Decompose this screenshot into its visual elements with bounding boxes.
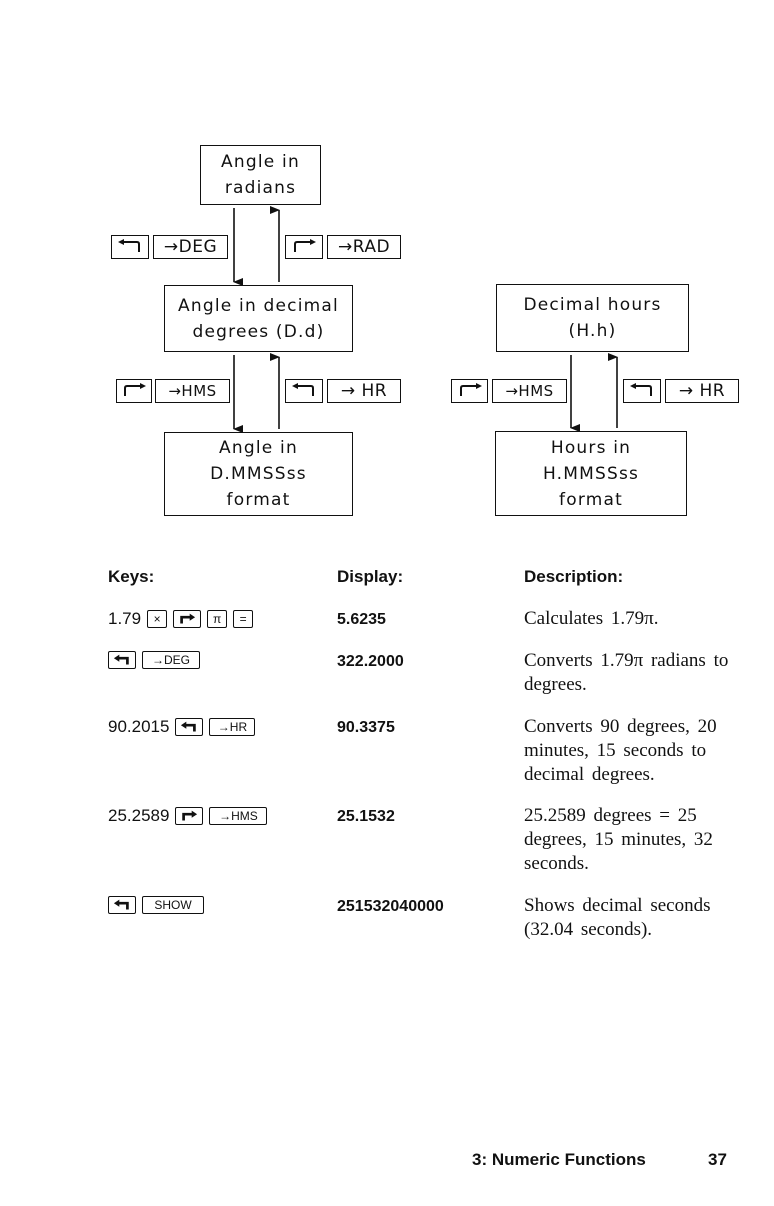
shift-left-icon — [180, 721, 198, 733]
row-keys-1 — [108, 609, 253, 629]
row-keys-3 — [108, 717, 255, 737]
shift-left-icon — [289, 383, 319, 399]
to-deg-key: →DEG — [142, 651, 200, 669]
row-keys-4 — [108, 806, 267, 826]
shift-left-key — [623, 379, 661, 403]
display-value: 5.6235 — [337, 611, 386, 628]
key-label: →HMS — [168, 382, 217, 400]
shift-left-icon — [113, 899, 131, 911]
box-line: degrees (D.d) — [192, 321, 325, 342]
shift-right-key — [173, 610, 201, 628]
display-value: 25.1532 — [337, 808, 395, 825]
multiply-key: × — [147, 610, 167, 628]
display-value: 251532040000 — [337, 898, 444, 915]
key-label: → HR — [678, 381, 726, 401]
header-description: Description: — [524, 567, 624, 586]
header-keys: Keys: — [108, 567, 155, 586]
keys-prefix: 25.2589 — [108, 806, 170, 825]
shift-left-key — [285, 379, 323, 403]
shift-left-key — [175, 718, 203, 736]
shift-right-icon — [180, 810, 198, 822]
footer-page-number: 37 — [708, 1150, 727, 1169]
box-line: format — [559, 489, 623, 510]
shift-right-icon — [119, 383, 149, 399]
to-hms-key: →HMS — [209, 807, 267, 825]
description-text: 25.2589 degrees = 25 degrees, 15 minutes, 32 seconds. — [524, 805, 713, 874]
diagram-arrows — [0, 0, 774, 540]
description-text: Converts 90 degrees, 20 minutes, 15 seconds to decimal degrees. — [524, 716, 717, 785]
box-line: (H.h) — [568, 321, 617, 341]
shift-right-icon — [289, 239, 319, 255]
shift-left-key — [108, 896, 136, 914]
shift-right-icon — [455, 383, 485, 399]
box-line: D.MMSSss — [210, 464, 307, 484]
show-key: SHOW — [142, 896, 204, 914]
shift-right-key — [175, 807, 203, 825]
footer-chapter: 3: Numeric Functions — [472, 1150, 646, 1169]
row-keys-5 — [108, 896, 204, 914]
key-label: →HMS — [505, 382, 554, 400]
to-deg-key — [153, 235, 228, 259]
to-hr-key: →HR — [209, 718, 255, 736]
pi-key: π — [207, 610, 227, 628]
row-keys-2 — [108, 651, 200, 669]
shift-left-key — [108, 651, 136, 669]
display-value: 90.3375 — [337, 719, 395, 736]
box-line: H.MMSSss — [542, 463, 640, 484]
box-line: Hours in — [550, 437, 632, 458]
box-line: radians — [224, 178, 297, 198]
keys-prefix: 90.2015 — [108, 717, 170, 736]
key-label: →RAD — [337, 237, 391, 257]
shift-right-key — [285, 235, 323, 259]
to-hr-key-right — [665, 379, 739, 403]
equals-key: = — [233, 610, 253, 628]
display-value: 322.2000 — [337, 653, 404, 670]
shift-right-key — [451, 379, 488, 403]
shift-right-icon — [178, 613, 196, 625]
shift-left-icon — [115, 239, 145, 255]
shift-left-icon — [113, 654, 131, 666]
to-hms-key-right — [492, 379, 567, 403]
description-text: Converts 1.79π radians to degrees. — [524, 650, 729, 695]
shift-right-key — [116, 379, 152, 403]
to-hr-key — [327, 379, 401, 403]
box-line: Decimal hours — [523, 295, 662, 315]
key-label: → HR — [340, 381, 388, 401]
box-line: Angle in — [221, 152, 300, 172]
to-hms-key — [155, 379, 230, 403]
header-display: Display: — [337, 567, 404, 586]
box-line: Angle in decimal — [178, 295, 339, 316]
description-text: Calculates 1.79π. — [524, 608, 659, 629]
keys-prefix: 1.79 — [108, 609, 142, 628]
shift-left-icon — [627, 383, 657, 399]
shift-left-key — [111, 235, 149, 259]
box-line: format — [226, 490, 291, 510]
description-text: Shows decimal seconds (32.04 seconds). — [524, 895, 711, 940]
box-line: Angle in — [219, 438, 298, 458]
key-label: →DEG — [163, 237, 218, 257]
to-rad-key — [327, 235, 401, 259]
